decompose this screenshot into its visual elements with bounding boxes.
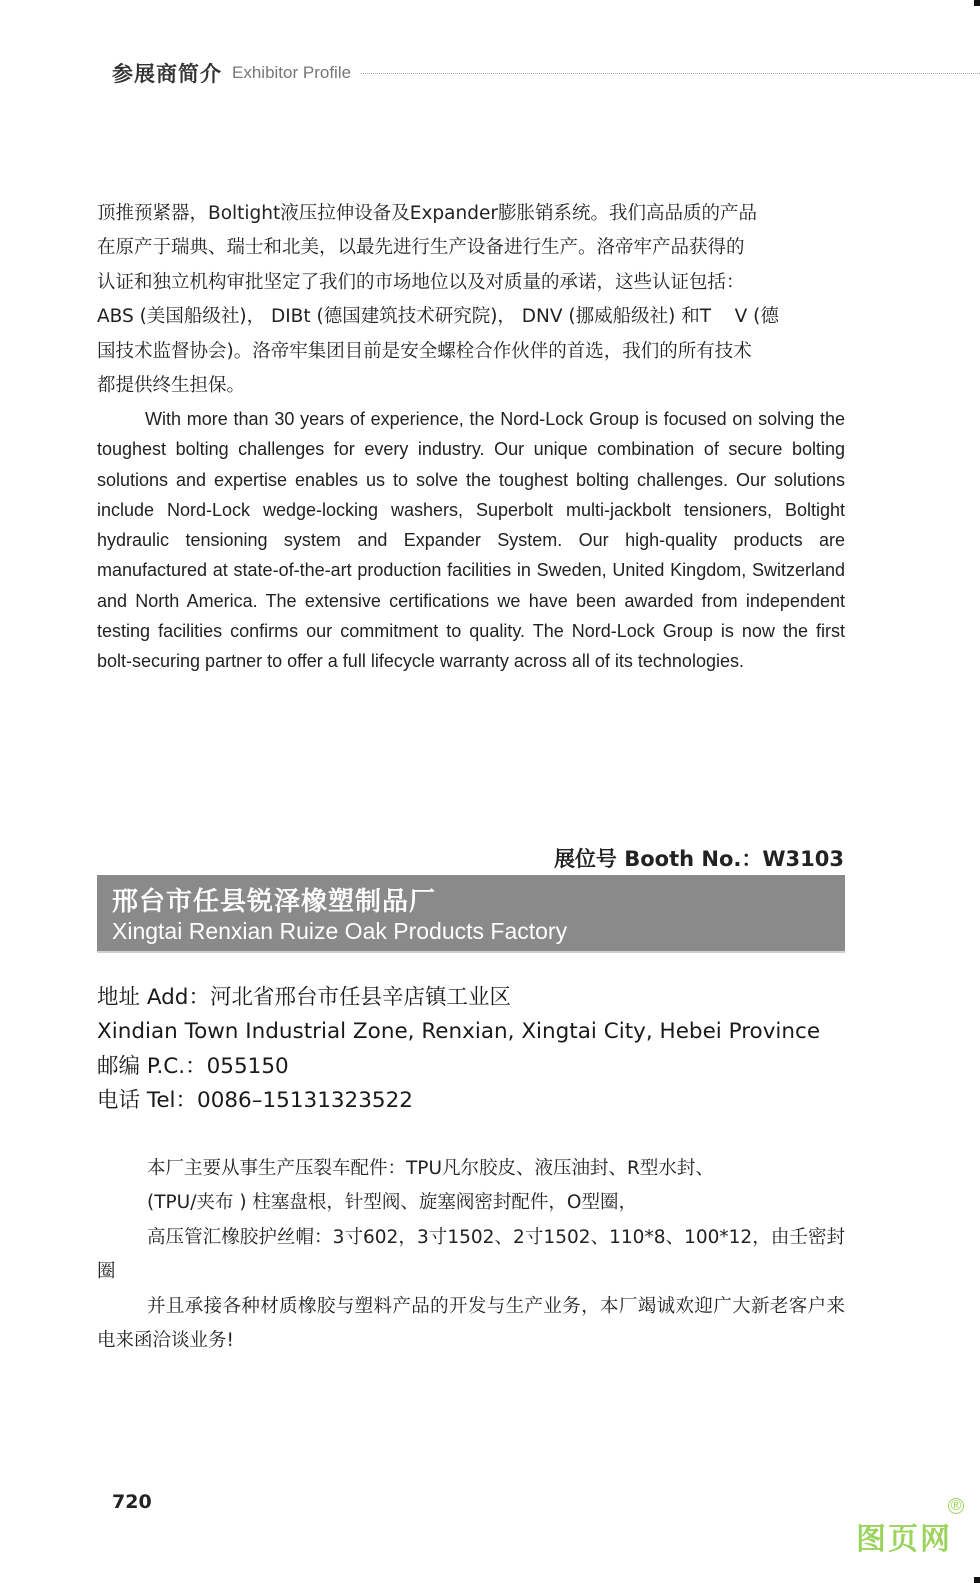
company-introduction xyxy=(97,1152,845,1358)
company-name-cn: 邢台市任县锐泽橡塑制品厂 xyxy=(112,887,437,917)
cn-text-line: 认证和独立机构审批坚定了我们的市场地位以及对质量的承诺，这些认证包括： xyxy=(97,271,745,293)
watermark-text: 图页网 xyxy=(856,1522,952,1557)
telephone: 电话 Tel：0086–15131323522 xyxy=(97,1087,413,1113)
cn-text-line: 在原产于瑞典、瑞士和北美，以最先进行生产设备进行生产。洛帝牢产品获得的 xyxy=(97,237,745,259)
intro-paragraph: 并且承接各种材质橡胶与塑料产品的开发与生产业务，本厂竭诚欢迎广大新老客户来电来函洽谈业务! xyxy=(97,1295,845,1352)
company-title-bar xyxy=(97,875,845,953)
page-header xyxy=(112,58,980,88)
page-corner-mark xyxy=(974,1577,980,1583)
header-divider xyxy=(361,73,980,74)
previous-entry-en-text: With more than 30 years of experience, the Nord-Lock Group is focused on solving the toughest bolting challenges for every industry. Our unique combination of secure bolting solutions and expertise enables us to solve the toughest bolting challenges. Our solutions include Nord-Lock wedge-locking washers, Superbolt multi-jackbolt tensioners, Boltight hydraulic tensioning system and Expander System. Our high-quality products are manufactured at state-of-the-art production facilities in Sweden, United Kingdom, Switzerland and North America. The extensive certifications we have been awarded from independent testing facilities confirms our commitment to quality. The Nord-Lock Group is now the first bolt-securing partner to offer a full lifecycle warranty across all of its technologies. xyxy=(97,409,845,672)
watermark-logo xyxy=(856,1498,963,1558)
contact-info xyxy=(97,981,897,1118)
section-title-en: Exhibitor Profile xyxy=(232,63,352,82)
booth-number: 展位号 Booth No.：W3103 xyxy=(553,847,844,871)
company-name-en: Xingtai Renxian Ruize Oak Products Factory xyxy=(112,918,568,944)
cn-text-line: 都提供终生担保。 xyxy=(97,375,246,397)
cn-text-line: 顶推预紧器，Boltight液压拉伸设备及Expander膨胀销系统。我们高品质的产品 xyxy=(97,203,757,224)
address-en: Xindian Town Industrial Zone, Renxian, Xingtai City, Hebei Province xyxy=(97,1019,821,1045)
page-corner-mark xyxy=(974,0,980,6)
intro-paragraph: (TPU/夹布 ) 柱塞盘根，针型阀、旋塞阀密封配件，O型圈， xyxy=(147,1192,637,1214)
registered-mark-icon: ® xyxy=(949,1498,963,1514)
address-cn: 地址 Add：河北省邢台市任县辛店镇工业区 xyxy=(97,985,511,1010)
cn-text-line: 国技术监督协会)。洛帝牢集团目前是安全螺栓合作伙伴的首选，我们的所有技术 xyxy=(97,340,752,362)
previous-entry-cn-text xyxy=(97,197,845,403)
intro-paragraph: 本厂主要从事生产压裂车配件：TPU凡尔胶皮、液压油封、R型水封、 xyxy=(147,1158,714,1179)
section-title-cn: 参展商简介 xyxy=(112,62,222,86)
cn-text-line: ABS (美国船级社)， DIBt (德国建筑技术研究院)， DNV (挪威船级社) 和T V (德 xyxy=(97,306,779,328)
intro-paragraph: 高压管汇橡胶护丝帽：3寸602，3寸1502、2寸1502、110*8、100*12，由壬密封圈 xyxy=(97,1226,845,1283)
postcode: 邮编 P.C.：055150 xyxy=(97,1053,289,1079)
page-number: 720 xyxy=(112,1491,152,1513)
